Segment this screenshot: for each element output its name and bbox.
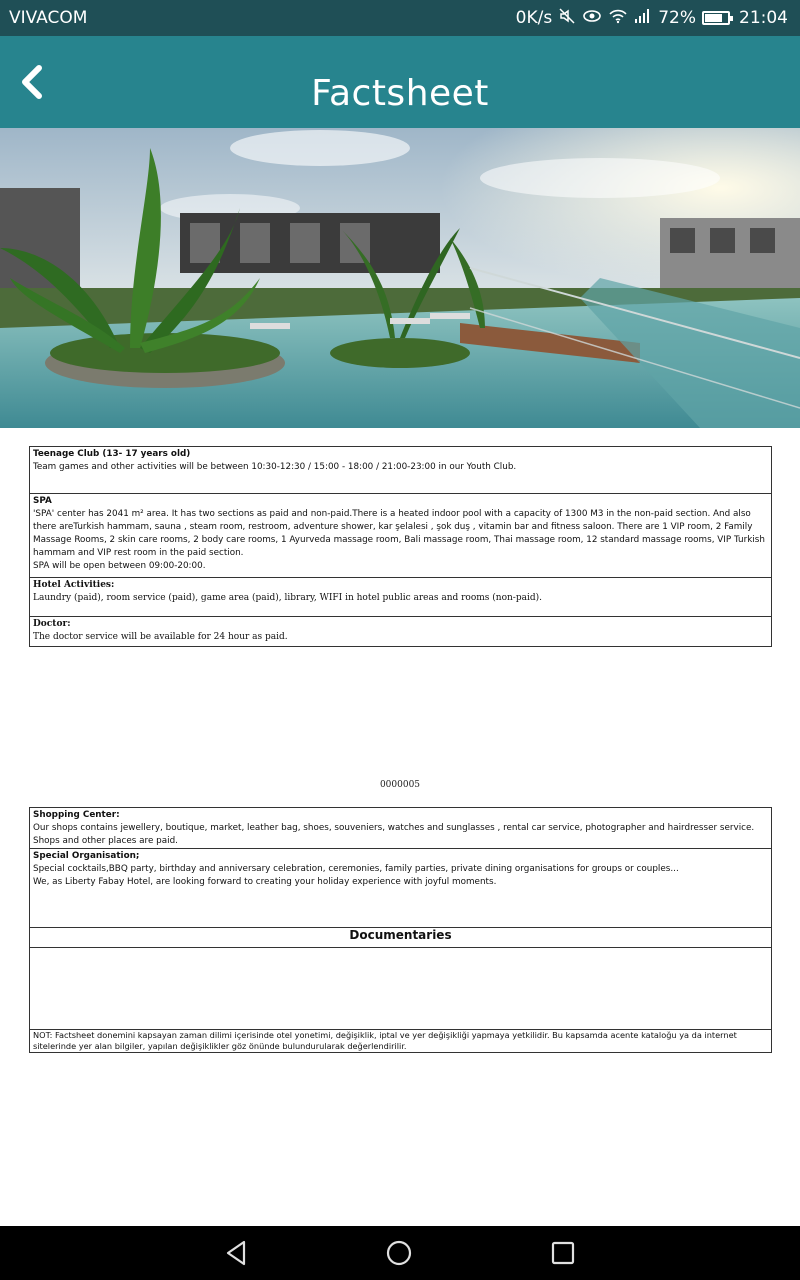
doctor-text: The doctor service will be available for 24 hour as paid. [33, 632, 288, 642]
hotel-activities-section [30, 578, 771, 617]
wifi-icon [608, 8, 628, 27]
nav-back-button[interactable] [219, 1236, 253, 1270]
home-circle-icon [386, 1240, 412, 1266]
mute-icon [558, 7, 576, 28]
shopping-center-title: Shopping Center: [33, 810, 120, 820]
special-organisation-text-2: We, as Liberty Fabay Hotel, are looking forward to creating your holiday experience with joyful moments. [33, 877, 497, 887]
carrier-name: VIVACOM [9, 8, 88, 28]
special-organisation-title: Special Organisation; [33, 851, 140, 861]
shopping-center-text-2: Shops and other places are paid. [33, 836, 178, 846]
shopping-center-text: Our shops contains jewellery, boutique, market, leather bag, shoes, souveniers, watches and sunglasses , rental car service, photographer and hairdresser service. [33, 823, 755, 833]
spa-hours: SPA will be open between 09:00-20:00. [33, 561, 206, 571]
teenage-club-title: Teenage Club (13- 17 years old) [33, 449, 191, 459]
network-speed: 0K/s [515, 7, 553, 28]
teenage-club-section [30, 447, 771, 494]
page-number: 0000005 [379, 780, 421, 790]
back-triangle-icon [224, 1240, 248, 1266]
nav-recents-button[interactable] [546, 1236, 580, 1270]
signal-icon [634, 8, 652, 27]
doctor-title: Doctor: [33, 619, 71, 629]
clock: 21:04 [739, 7, 788, 28]
special-organisation-text: Special cocktails,BBQ party, birthday and anniversary celebration, ceremonies, family parties, private dining organisations for groups or couples... [33, 864, 679, 874]
shopping-center-section [30, 808, 771, 849]
spa-section [30, 494, 771, 578]
factsheet-note: NOT: Factsheet donemini kapsayan zaman dilimi içerisinde otel yonetimi, değişiklik, iptal ve yer değişikliği yapmaya yetkilidir. Bu kapsamda acente kataloğu ya da internet sitelerinde yer alan bilgiler, yapılan değişiklikler göz önünde bulundurularak değerlendirilir. [33, 1030, 737, 1051]
hotel-activities-text: Laundry (paid), room service (paid), game area (paid), library, WIFI in hotel public areas and rooms (non-paid). [33, 593, 542, 603]
factsheet-page-1-table [29, 446, 772, 647]
hotel-hero-image [0, 128, 800, 428]
page-title: Factsheet [311, 73, 489, 114]
special-organisation-section [30, 849, 771, 928]
documentaries-body [30, 948, 771, 1030]
spa-title: SPA [33, 496, 52, 506]
battery-fill [705, 14, 722, 22]
system-nav-bar [0, 1226, 800, 1280]
hotel-activities-title: Hotel Activities: [33, 580, 115, 590]
eye-icon [582, 8, 602, 27]
documentaries-heading: Documentaries [30, 928, 771, 948]
status-bar [0, 0, 800, 36]
nav-home-button[interactable] [382, 1236, 416, 1270]
factsheet-page-2-table [29, 807, 772, 1053]
recents-square-icon [551, 1241, 575, 1265]
battery-percent: 72% [658, 7, 696, 28]
status-icons [516, 7, 788, 28]
battery-icon [702, 11, 730, 25]
teenage-club-text: Team games and other activities will be between 10:30-12:30 / 15:00 - 18:00 / 21:00-23:00 in our Youth Club. [33, 462, 517, 472]
doctor-section [30, 617, 771, 646]
spa-text: 'SPA' center has 2041 m² area. It has two sections as paid and non-paid.There is a heated indoor pool with a capacity of 1300 M3 in the non-paid section. And also there areTurkish hammam, sauna , steam room, restroom, adventure shower, kar şelalesi , şok duş , vitamin bar and fitness saloon. There are 1 VIP room, 2 Family Massage Rooms, 2 skin care rooms, 2 body care rooms, 1 Ayurveda massage room, Bali massage room, Thai massage room, 12 standard massage rooms, VIP Turkish hammam and VIP rest room in the paid section. [33, 509, 765, 558]
app-bar [0, 36, 800, 128]
